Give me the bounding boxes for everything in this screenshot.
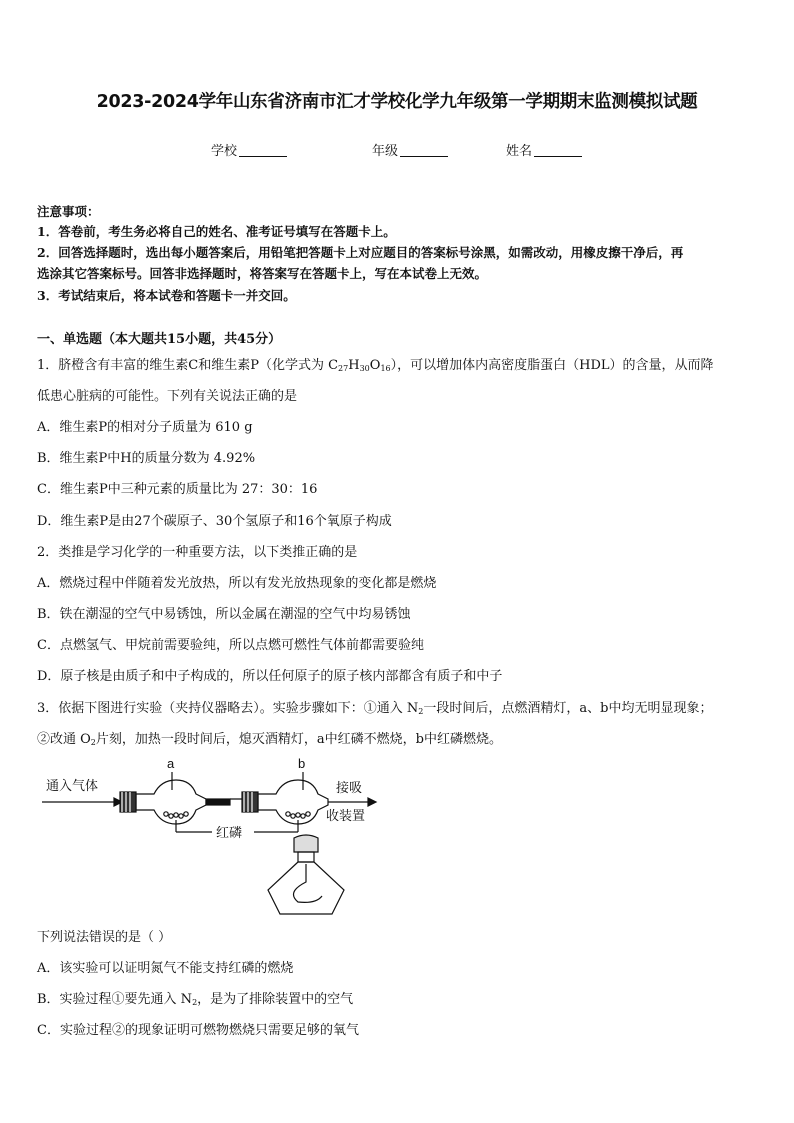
q3-stem: 3．依据下图进行实验（夹持仪器略去）。实验步骤如下：①通入 $N_2$一段时间后，点燃酒精灯，a、b中均无明显现象； <box>37 701 713 716</box>
grade-label: 年级 <box>372 144 399 159</box>
school-blank <box>239 144 287 157</box>
notice-item: 2．回答选择题时，选出每小题答案后，用铅笔把答题卡上对应题目的答案标号涂黑，如需改动，用橡皮擦干净后，再 <box>37 245 684 260</box>
section-heading: 一、单选题（本大题共15小题，共45分） <box>37 332 282 347</box>
school-label: 学校 <box>211 144 238 159</box>
school-field <box>211 140 287 159</box>
tube-a <box>136 780 206 824</box>
q1-option-d: D．维生素P是由27个碳原子、30个氢原子和16个氧原子构成 <box>37 514 392 529</box>
lamp-wick <box>294 864 323 902</box>
gas-in-label: 通入气体 <box>46 778 99 793</box>
name-blank <box>534 144 582 157</box>
page-title: 2023-2024学年山东省济南市汇才学校化学九年级第一学期期末监测模拟试题 <box>96 92 698 112</box>
q2-option-a: A．燃烧过程中伴随着发光放热，所以有发光放热现象的变化都是燃烧 <box>37 576 437 591</box>
notice-item: 选涂其它答案标号。回答非选择题时，将答案写在答题卡上，写在本试卷上无效。 <box>37 266 488 281</box>
q2-option-b: B．铁在潮湿的空气中易锈蚀，所以金属在潮湿的空气中均易锈蚀 <box>37 607 411 622</box>
q3-option-c: C．实验过程②的现象证明可燃物燃烧只需要足够的氧气 <box>37 1023 359 1038</box>
absorb-label-1: 接吸 <box>336 780 363 795</box>
q1-option-a: A．维生素P的相对分子质量为 610 g <box>37 420 253 435</box>
grade-blank <box>400 144 448 157</box>
q1-stem-cont: 低患心脏病的可能性。下列有关说法正确的是 <box>37 389 298 404</box>
q3-question: 下列说法错误的是（ ） <box>37 930 172 945</box>
q2-stem: 2．类推是学习化学的一种重要方法，以下类推正确的是 <box>37 545 358 560</box>
name-field <box>506 140 582 159</box>
q1-stem: 1．脐橙含有丰富的维生素C和维生素P（化学式为 $C_{27}H_{30}O_{16}$），可以增加体内高密度脂蛋白（HDL）的含量，从而降 <box>37 358 714 373</box>
notice-heading: 注意事项： <box>37 204 100 219</box>
grade-field <box>372 140 448 159</box>
q3-stem-cont: ②改通 $O_2$片刻，加热一段时间后，熄灭酒精灯，a中红磷不燃烧，b中红磷燃烧。 <box>37 732 502 747</box>
label-a: a <box>167 756 175 771</box>
q2-option-c: C．点燃氢气、甲烷前需要验纯，所以点燃可燃性气体前都需要验纯 <box>37 638 424 653</box>
q1-option-c: C．维生素P中三种元素的质量比为 27：30：16 <box>37 482 318 497</box>
connector-tube <box>206 799 230 805</box>
notice-item: 3．考试结束后，将本试卷和答题卡一并交回。 <box>37 288 296 303</box>
name-label: 姓名 <box>506 144 533 159</box>
phosphorus-label: 红磷 <box>216 825 243 840</box>
lamp-cap <box>294 835 318 852</box>
q3-option-a: A．该实验可以证明氮气不能支持红磷的燃烧 <box>37 961 294 976</box>
absorb-label-2: 收装置 <box>326 808 366 823</box>
label-b: b <box>298 756 306 771</box>
experiment-apparatus-diagram <box>36 752 386 924</box>
notice-item: 1．答卷前，考生务必将自己的姓名、准考证号填写在答题卡上。 <box>37 224 396 239</box>
q3-option-b: B．实验过程①要先通入 $N_2$，是为了排除装置中的空气 <box>37 992 354 1007</box>
q2-option-d: D．原子核是由质子和中子构成的，所以任何原子的原子核内部都含有质子和中子 <box>37 669 503 684</box>
q1-option-b: B．维生素P中H的质量分数为 4.92% <box>37 451 256 466</box>
